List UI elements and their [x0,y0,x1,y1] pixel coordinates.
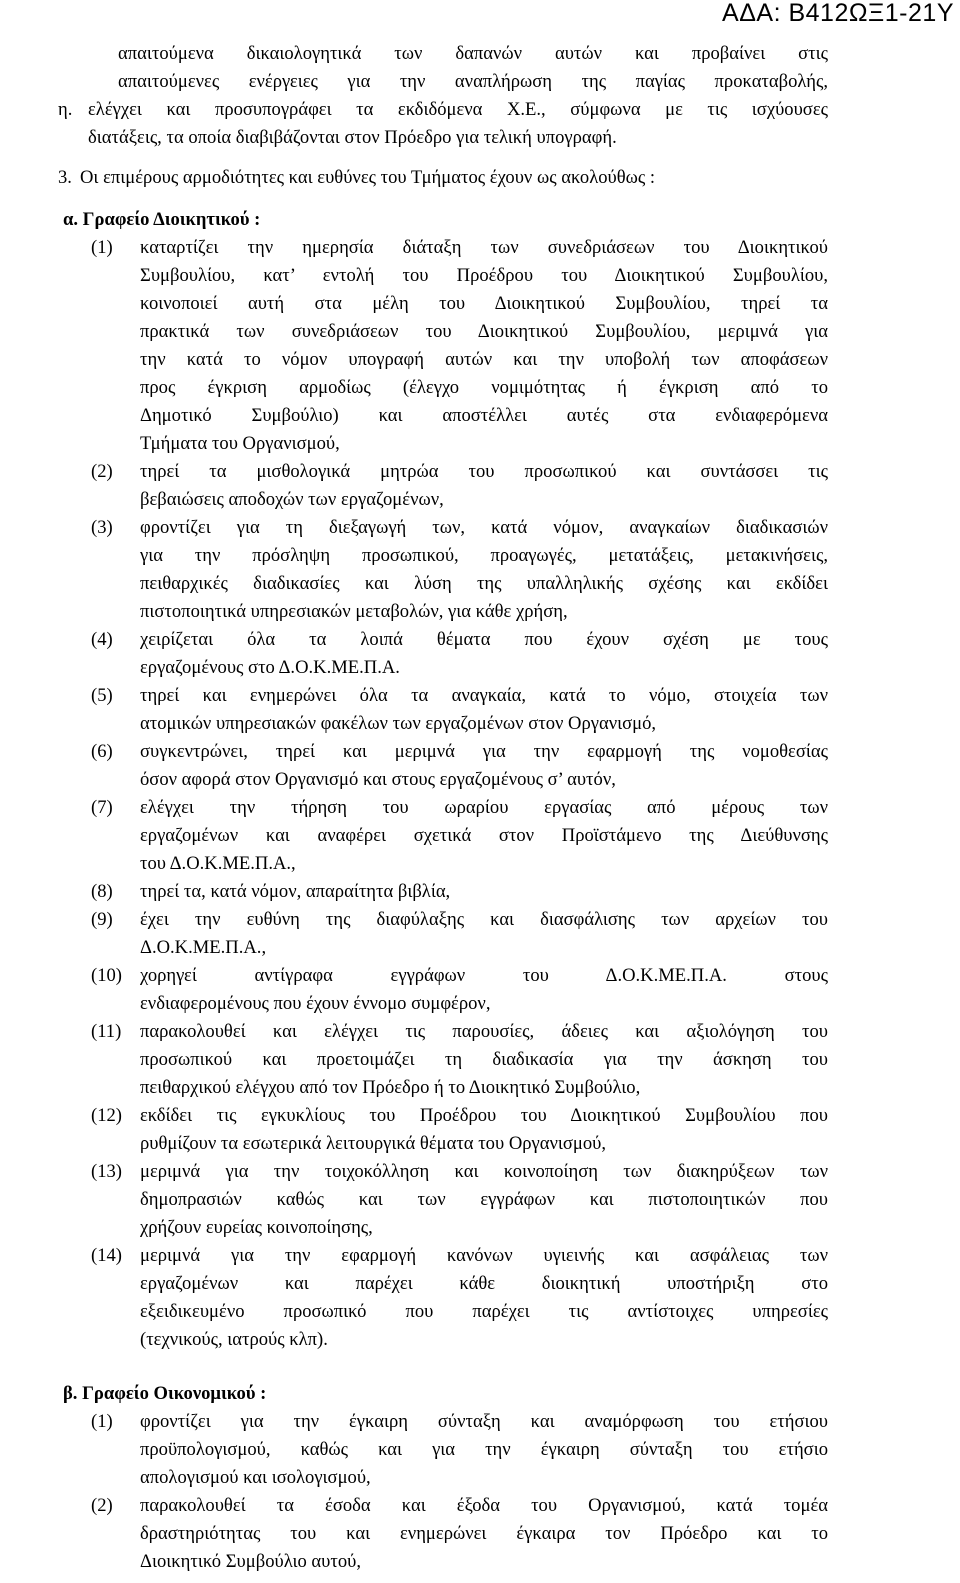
item-text [140,458,828,514]
item-text [140,906,828,962]
text-line: ατομικών υπηρεσιακών φακέλων των εργαζομένων στον Οργανισμό, [140,713,657,734]
text-line: την κατά το νόμον υπογραφή αυτών και την υποβολή των αποφάσεων [140,349,828,370]
item-number: (1) [91,1411,113,1432]
ada-code: ΑΔΑ: Β412ΩΞ1-21Υ [722,0,954,27]
list-item [91,1102,828,1158]
text-line: παρακολουθεί τα έσοδα και έξοδα του Οργανισμού, κατά τομέα [140,1495,828,1516]
text-line: βεβαιώσεις αποδοχών των εργαζομένων, [140,489,444,510]
text-line: διατάξεις, τα οποία διαβιβάζονται στον Πρόεδρο για τελική υπογραφή. [88,127,617,148]
text-line: εργαζομένων και παρέχει κάθε διοικητική υποστήριξη στο [140,1273,828,1294]
list-item [91,1158,828,1242]
text-line: απαιτούμενες ενέργειες για την αναπλήρωση της παγίας προκαταβολής, [118,71,828,92]
text-line: έχει την ευθύνη της διαφύλαξης και διασφάλισης των αρχείων του [140,909,828,930]
text-line: προσωπικού και προετοιμάζει τη διαδικασία για την άσκηση του [140,1049,828,1070]
list-item [91,1492,828,1576]
text-line: προϋπολογισμού, καθώς και για την έγκαιρη σύνταξη του ετήσιο [140,1439,828,1460]
text-line: ελέγχει την τήρηση του ωραρίου εργασίας από μέρους των [140,797,828,818]
text-line: προς έγκριση αρμοδίως (έλεγχο νομιμότητας ή έγκριση από το [140,377,828,398]
item-number: (11) [91,1021,122,1042]
item-number: (12) [91,1105,122,1126]
office-b-heading: β. Γραφείο Οικονομικού : [63,1383,267,1404]
text-line: απαιτούμενα δικαιολογητικά των δαπανών αυτών και προβαίνει στις [118,43,828,64]
text-line: εργαζομένων και αναφέρει σχετικά στον Προϊστάμενο της Διεύθυνσης [140,825,828,846]
list-item [91,738,828,794]
item-label: η. [58,99,73,120]
item-number: (9) [91,909,113,930]
office-a-heading: α. Γραφείο Διοικητικού : [63,209,261,230]
text-line: καταρτίζει την ημερησία διάταξη των συνεδριάσεων του Διοικητικού [140,237,828,258]
item-number: (7) [91,797,113,818]
item-number: (14) [91,1245,122,1266]
item-eta [58,96,828,152]
list-item [91,1408,828,1492]
item-number: (2) [91,1495,113,1516]
text-line: φροντίζει για τη διεξαγωγή των, κατά νόμον, αναγκαίων διαδικασιών [140,517,828,538]
text-line: παρακολουθεί και ελέγχει τις παρουσίες, άδειες και αξιολόγηση του [140,1021,828,1042]
item-number: (6) [91,741,113,762]
list-item [91,234,828,458]
item-text [140,878,828,906]
office-a-list [91,234,828,1354]
list-item [91,1018,828,1102]
list-item [91,682,828,738]
text-line: δημοπρασιών καθώς και των εγγράφων και πιστοποιητικών που [140,1189,828,1210]
text-line: Διοικητικό Συμβούλιο αυτού, [140,1551,362,1572]
section-3 [58,164,828,192]
text-line: εργαζομένους στο Δ.Ο.Κ.ΜΕ.Π.Α. [140,657,400,678]
text-line: ελέγχει και προσυπογράφει τα εκδιδόμενα Χ.Ε., σύμφωνα με τις ισχύουσες [88,99,828,120]
item-text [140,514,828,626]
item-text [140,682,828,738]
text-line: χειρίζεται όλα τα λοιπά θέματα που έχουν σχέση με τους [140,629,828,650]
item-text [140,1492,828,1576]
text-line: του Δ.Ο.Κ.ΜΕ.Π.Α., [140,853,296,874]
list-item [91,794,828,878]
item-text [140,234,828,458]
item-text [140,794,828,878]
office-b-list [91,1408,828,1576]
text-line: τηρεί τα μισθολογικά μητρώα του προσωπικού και συντάσσει τις [140,461,828,482]
text-line: πρακτικά των συνεδριάσεων του Διοικητικού Συμβουλίου, μεριμνά για [140,321,828,342]
list-item [91,1242,828,1354]
text-line: εξειδικευμένο προσωπικό που παρέχει τις αντίστοιχες υπηρεσίες [140,1301,828,1322]
text-line: χρήζουν ευρείας κοινοποίησης, [140,1217,373,1238]
item-number: (10) [91,965,122,986]
text-line: δραστηριότητας του και ενημερώνει έγκαιρα τον Πρόεδρο και το [140,1523,828,1544]
text-line: τηρεί και ενημερώνει όλα τα αναγκαία, κατά το νόμο, στοιχεία των [140,685,828,706]
item-text [140,1102,828,1158]
item-text [140,1158,828,1242]
text-line: Δ.Ο.Κ.ΜΕ.Π.Α., [140,937,267,958]
text-line: Συμβουλίου, κατ’ εντολή του Προέδρου του Διοικητικού Συμβουλίου, [140,265,828,286]
item-text [140,738,828,794]
text-line: για την πρόσληψη προσωπικού, προαγωγές, μετατάξεις, μετακινήσεις, [140,545,828,566]
section-title: Οι επιμέρους αρμοδιότητες και ευθύνες του Τμήματος έχουν ως ακολούθως : [80,167,656,188]
text-line: μεριμνά για την τοιχοκόλληση και κοινοποίηση των διακηρύξεων των [140,1161,828,1182]
item-text [140,962,828,1018]
text-line: ενδιαφερομένους που έχουν έννομο συμφέρον, [140,993,491,1014]
item-number: (8) [91,881,113,902]
text-line: ρυθμίζουν τα εσωτερικά λειτουργικά θέματα του Οργανισμού, [140,1133,607,1154]
item-text [140,1242,828,1354]
text-line: φροντίζει για την έγκαιρη σύνταξη και αναμόρφωση του ετήσιου [140,1411,828,1432]
text-line: πειθαρχικού ελέγχου από τον Πρόεδρο ή το Διοικητικό Συμβούλιο, [140,1077,641,1098]
text-line: απολογισμού και ισολογισμού, [140,1467,371,1488]
item-text [140,626,828,682]
text-line: (τεχνικούς, ιατρούς κλπ). [140,1329,328,1350]
list-item [91,906,828,962]
text-line: Δημοτικό Συμβούλιο) και αποστέλλει αυτές στα ενδιαφερόμενα [140,405,828,426]
item-number: (2) [91,461,113,482]
list-item [91,878,828,906]
section-number: 3. [58,167,72,188]
item-text [140,1018,828,1102]
text-line: μεριμνά για την εφαρμογή κανόνων υγιεινής και ασφάλειας των [140,1245,828,1266]
item-number: (4) [91,629,113,650]
list-item [91,514,828,626]
item-text [140,1408,828,1492]
continuation-paragraph [58,40,828,96]
list-item [91,458,828,514]
document-body [58,40,828,1576]
item-number: (3) [91,517,113,538]
item-number: (1) [91,237,113,258]
text-line: χορηγεί αντίγραφα εγγράφων του Δ.Ο.Κ.ΜΕ.Π.Α. στους [140,965,828,986]
text-line: πειθαρχικές διαδικασίες και λύση της υπαλληλικής σχέσης και εκδίδει [140,573,828,594]
text-line: Τμήματα του Οργανισμού, [140,433,340,454]
text-line: πιστοποιητικά υπηρεσιακών μεταβολών, για κάθε χρήση, [140,601,568,622]
list-item [91,962,828,1018]
list-item [91,626,828,682]
text-line: συγκεντρώνει, τηρεί και μεριμνά για την εφαρμογή της νομοθεσίας [140,741,828,762]
item-number: (13) [91,1161,122,1182]
text-line: εκδίδει τις εγκυκλίους του Προέδρου του Διοικητικού Συμβουλίου που [140,1105,828,1126]
text-line: όσον αφορά στον Οργανισμό και στους εργαζομένους σ’ αυτόν, [140,769,616,790]
text-line: κοινοποιεί αυτή στα μέλη του Διοικητικού Συμβουλίου, τηρεί τα [140,293,828,314]
text-line: τηρεί τα, κατά νόμον, απαραίτητα βιβλία, [140,881,451,902]
item-number: (5) [91,685,113,706]
